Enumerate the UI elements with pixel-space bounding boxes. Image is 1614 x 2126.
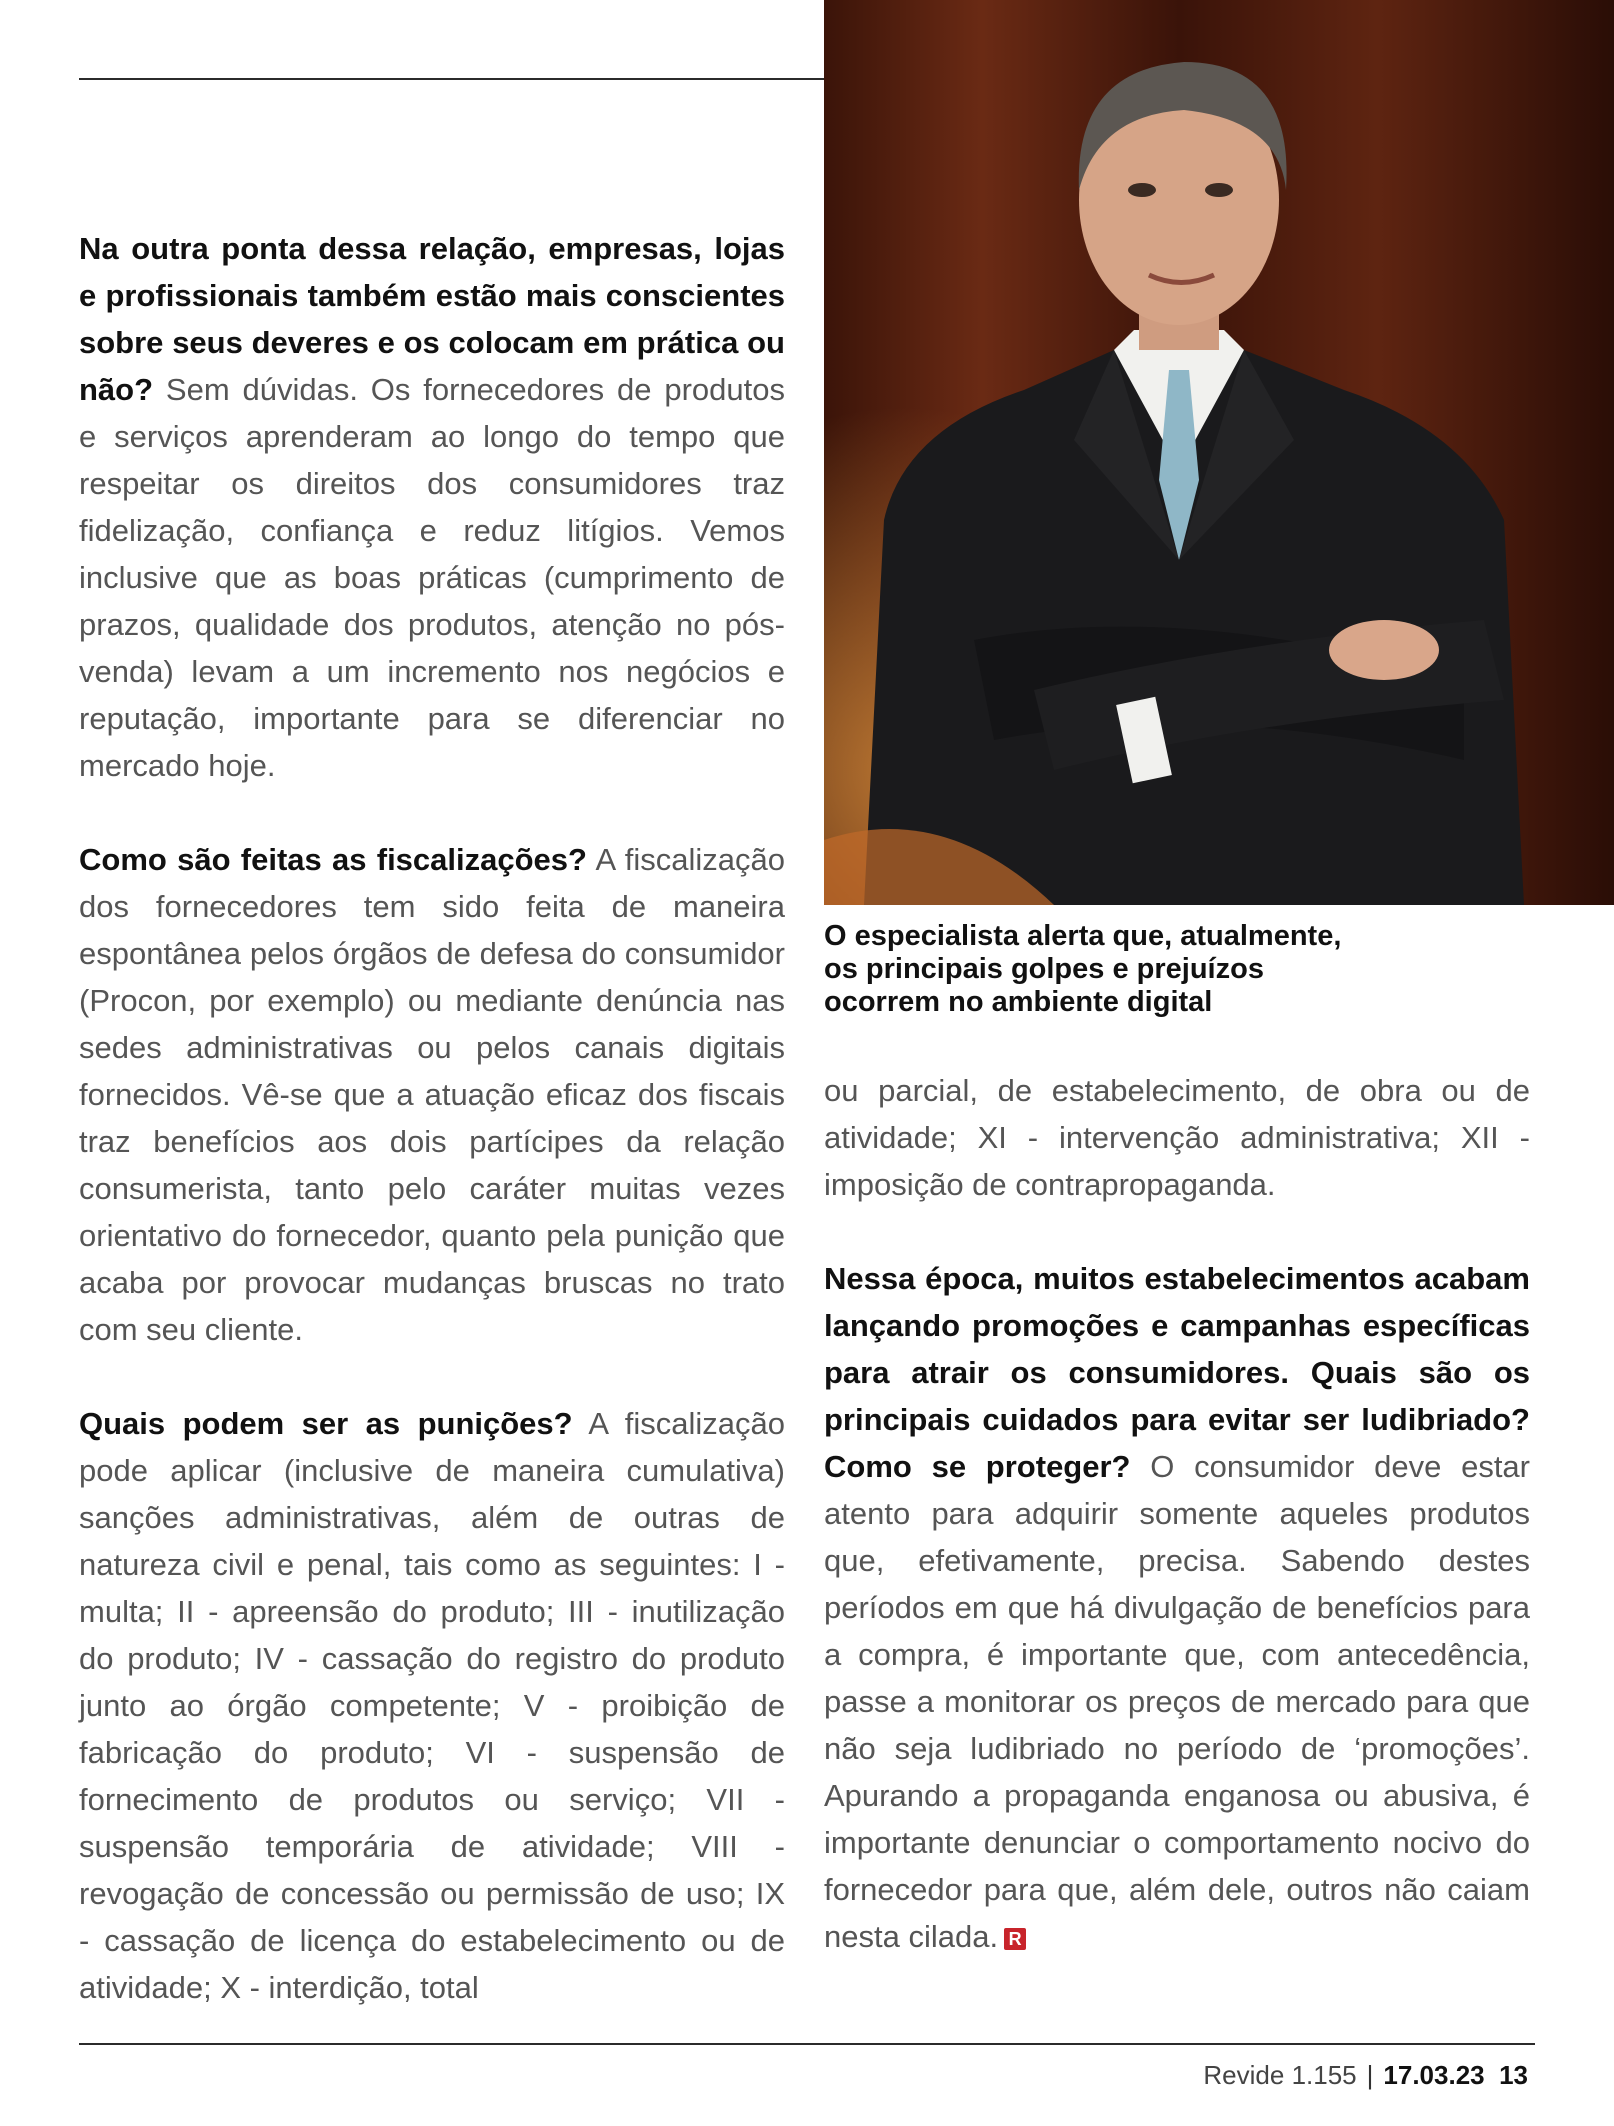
question: Quais podem ser as punições? — [79, 1406, 573, 1441]
answer: O consumidor deve estar atento para adquirir somente aqueles produtos que, efetivamente, precisa. Sabendo destes períodos em que há divulgação de benefícios para a compra, é importante que, com antecedência, passe a monitorar os preços de mercado para que não seja ludibriado no período de ‘promoções’. Apurando a propaganda enganosa ou abusiva, é importante denunciar o comportamento nocivo do fornecedor para que, além dele, outros não caiam nesta cilada. — [824, 1449, 1530, 1954]
bottom-rule — [79, 2043, 1535, 2045]
qa-paragraph — [824, 1255, 1530, 1960]
qa-paragraph — [79, 225, 785, 789]
caption-line: O especialista alerta que, atualmente, — [824, 920, 1342, 952]
page-number: 13 — [1499, 2060, 1528, 2090]
qa-paragraph — [79, 836, 785, 1353]
top-rule — [79, 78, 824, 80]
issue-date: 17.03.23 — [1383, 2060, 1485, 2090]
question: Nessa época, muitos estabelecimentos acabam lançando promoções e campanhas específicas para atrair os consumidores. Quais são os principais cuidados para evitar ser ludibriado? Como se proteger? — [824, 1261, 1530, 1484]
answer: A fiscalização dos fornecedores tem sido feita de maneira espontânea pelos órgãos de defesa do consumidor (Procon, por exemplo) ou mediante denúncia nas sedes administrativas ou pelos canais digitais fornecidos. Vê-se que a atuação eficaz dos fiscais traz benefícios aos dois partícipes da relação consumerista, tanto pelo caráter muitas vezes orientativo do fornecedor, quanto pela punição que acaba por provocar mudanças bruscas no trato com seu cliente. — [79, 842, 785, 1347]
continuation-paragraph: ou parcial, de estabelecimento, de obra ou de atividade; XI - intervenção administrativa; XII - imposição de contrapropaganda. — [824, 1073, 1530, 1202]
answer: A fiscalização pode aplicar (inclusive de maneira cumulativa) sanções administrativas, além de outras de natureza civil e penal, tais como as seguintes: I - multa; II - apreensão do produto; III - inutilização do produto; IV - cassação do registro do produto junto ao órgão competente; V - proibição de fabricação do produto; VI - suspensão de fornecimento de produtos ou serviço; VII - suspensão temporária de atividade; VIII - revogação de concessão ou permissão de uso; IX - cassação de licença do estabelecimento ou de atividade; X - interdição, total — [79, 1406, 785, 2005]
page-footer — [1203, 2058, 1528, 2092]
answer: Sem dúvidas. Os fornecedores de produtos e serviços aprenderam ao longo do tempo que respeitar os direitos dos consumidores traz fidelização, confiança e reduz litígios. Vemos inclusive que as boas práticas (cumprimento de prazos, qualidade dos produtos, atenção no pós-venda) levam a um incremento nos negócios e reputação, importante para se diferenciar no mercado hoje. — [79, 372, 785, 783]
publication-name: Revide 1.155 — [1203, 2060, 1357, 2090]
portrait-illustration — [824, 0, 1614, 905]
caption-line: ocorrem no ambiente digital — [824, 986, 1213, 1018]
caption-line: os principais golpes e prejuízos — [824, 953, 1264, 985]
photo-caption — [824, 920, 1564, 1019]
end-mark-icon: R — [1004, 1928, 1026, 1950]
article-column-left — [79, 225, 785, 2011]
article-column-right — [824, 1067, 1530, 1960]
portrait-photo — [824, 0, 1614, 905]
question: Na outra ponta dessa relação, empresas, lojas e profissionais também estão mais conscientes sobre seus deveres e os colocam em prática ou não? — [79, 231, 785, 407]
footer-separator: | — [1366, 2060, 1374, 2090]
question: Como são feitas as fiscalizações? — [79, 842, 587, 877]
qa-paragraph — [79, 1400, 785, 2011]
